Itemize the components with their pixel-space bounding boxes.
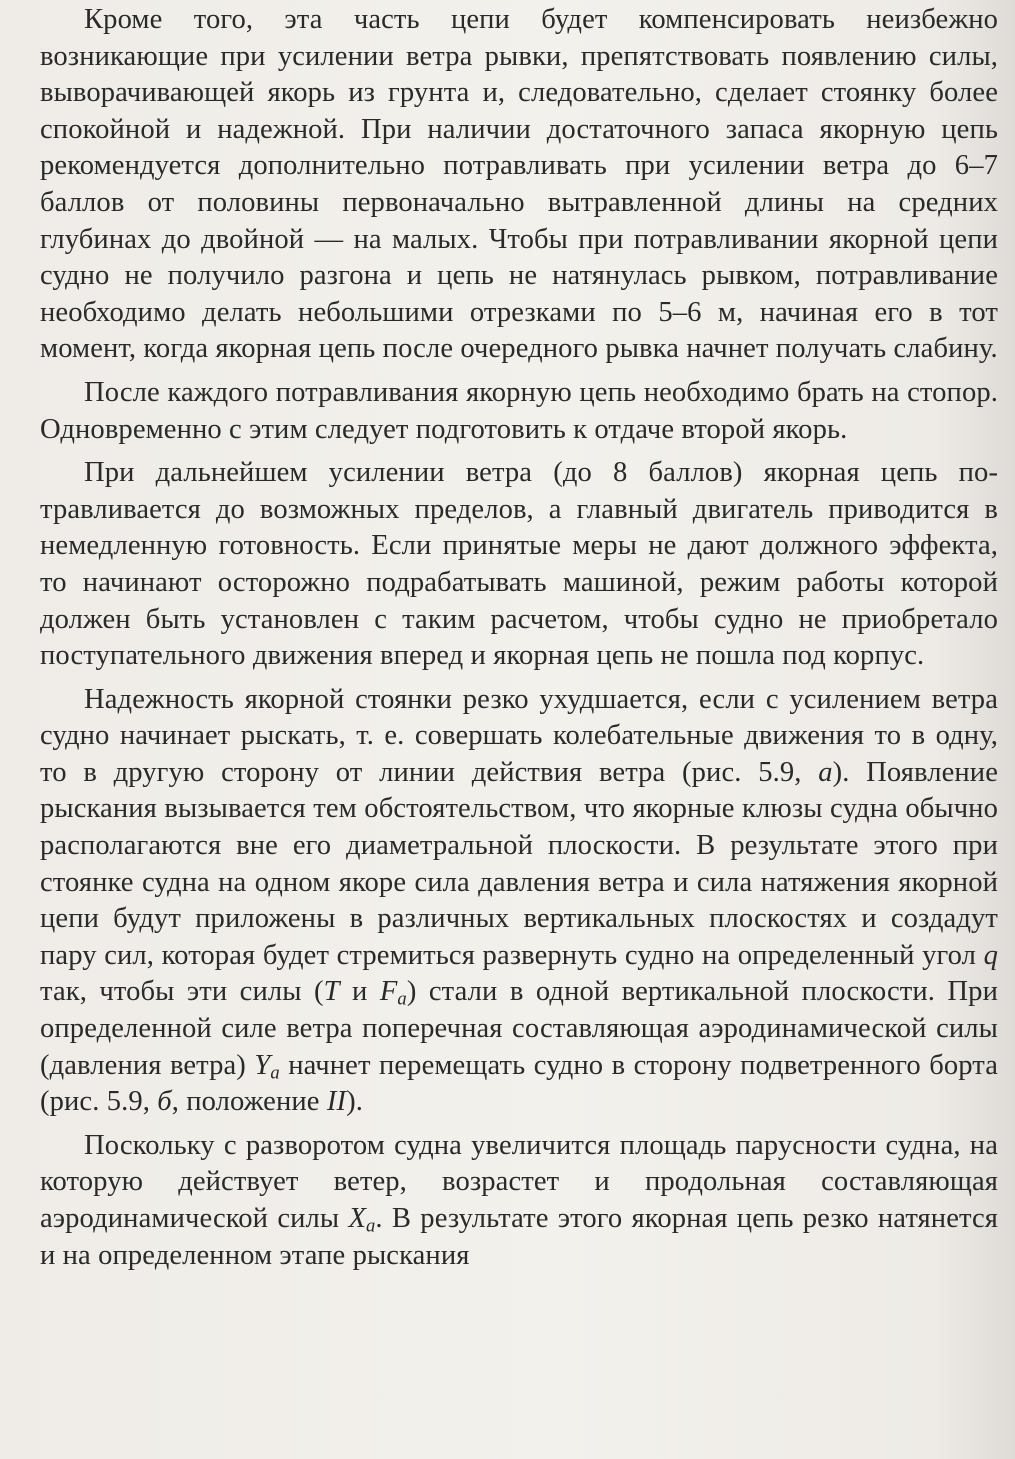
text-run: так, чтобы эти силы ( <box>40 976 324 1008</box>
italic-term: T <box>323 976 340 1008</box>
text-run: Надежность якорной стоянки резко ухудшается, если с усилением ветра судно начинает рыскать, т. е. совершать колебательные движения то в одну, то в другую сторону от линии действия ветра (рис. 5.9, <box>40 683 998 788</box>
subscript: a <box>270 1062 280 1084</box>
paragraph-4 <box>40 682 998 1121</box>
text-run: и <box>339 976 380 1008</box>
text-run: , положение <box>171 1086 327 1118</box>
text-run: После каждого потравливания якорную цепь необходимо брать на стопор. Одновременно с этим следует подготовить к отдаче второй якорь. <box>40 376 998 445</box>
text-run: ). Появление рыскания вызывается тем обстоятельством, что якорные клюзы судна обычно располагаются вне его диаметральной плоскости. В результате этого при стоянке судна на одном якоре сила давления ветра и сила натяжения якорной цепи будут приложены в различных вертикальных плоскостях и создадут пару сил, которая будет стремиться развернуть судно на определенный угол <box>40 756 999 971</box>
book-page <box>40 2 998 1274</box>
text-run: начнет перемещать судно в сторону подветренного борта (рис. 5.9, <box>40 1049 999 1118</box>
text-run: ). <box>346 1086 363 1118</box>
text-run: При дальнейшем усилении ветра (до 8 баллов) якорная цепь потравливается до возможных пределов, а главный двигатель приводится в немедленную готовность. Если принятые меры не дают должного эффекта, то начинают осторожно подрабатывать машиной, режим работы которой должен быть установлен с таким расчетом, чтобы судно не приобретало поступательного движения вперед и якорная цепь не пошла под корпус. <box>40 457 998 672</box>
subscript: a <box>366 1215 376 1237</box>
paragraph-5 <box>40 1128 998 1274</box>
text-run: Кроме того, эта часть цепи будет компенсировать неизбежно возникающие при усилении ветра рывки, препятствовать появлению силы, выворачивающей якорь из грунта и, следовательно, сделает стоянку более спокойной и надежной. При наличии достаточного запаса якорную цепь рекомендуется дополнительно потравливать при усилении ветра до 6–7 баллов от половины первоначально вытравленной длины на средних глубинах до двойной — на малых. Чтобы при потравливании якорной цепи судно не получило разгона и цепь не натянулась рывком, потравливание необходимо делать небольшими отрезками по 5–6 м, начиная его в тот момент, когда якорная цепь после очередного рывка начнет получать слабину. <box>40 4 998 365</box>
italic-term: б <box>157 1086 172 1118</box>
paragraph-2 <box>40 375 998 448</box>
italic-term: а <box>818 756 833 788</box>
paragraph-1 <box>40 2 998 368</box>
italic-term: Y <box>254 1049 271 1081</box>
paragraph-3 <box>40 455 998 675</box>
subscript: a <box>397 989 407 1011</box>
text-run: Поскольку с разворотом судна увеличится площадь парусности судна, на которую действует ветер, возрастет и продольная составляющая аэродинамической силы <box>40 1129 998 1234</box>
italic-term: q <box>983 939 998 971</box>
italic-term: II <box>326 1086 347 1118</box>
text-run: . В результате этого якорная цепь резко натянется и на определенном этапе рыскания <box>40 1203 998 1271</box>
text-run: ) стали в одной вертикальной плоскости. При определенной силе ветра поперечная составляющая аэродинамической силы (давления ветра) <box>40 976 998 1081</box>
italic-term: F <box>379 976 398 1008</box>
italic-term: X <box>348 1203 367 1234</box>
